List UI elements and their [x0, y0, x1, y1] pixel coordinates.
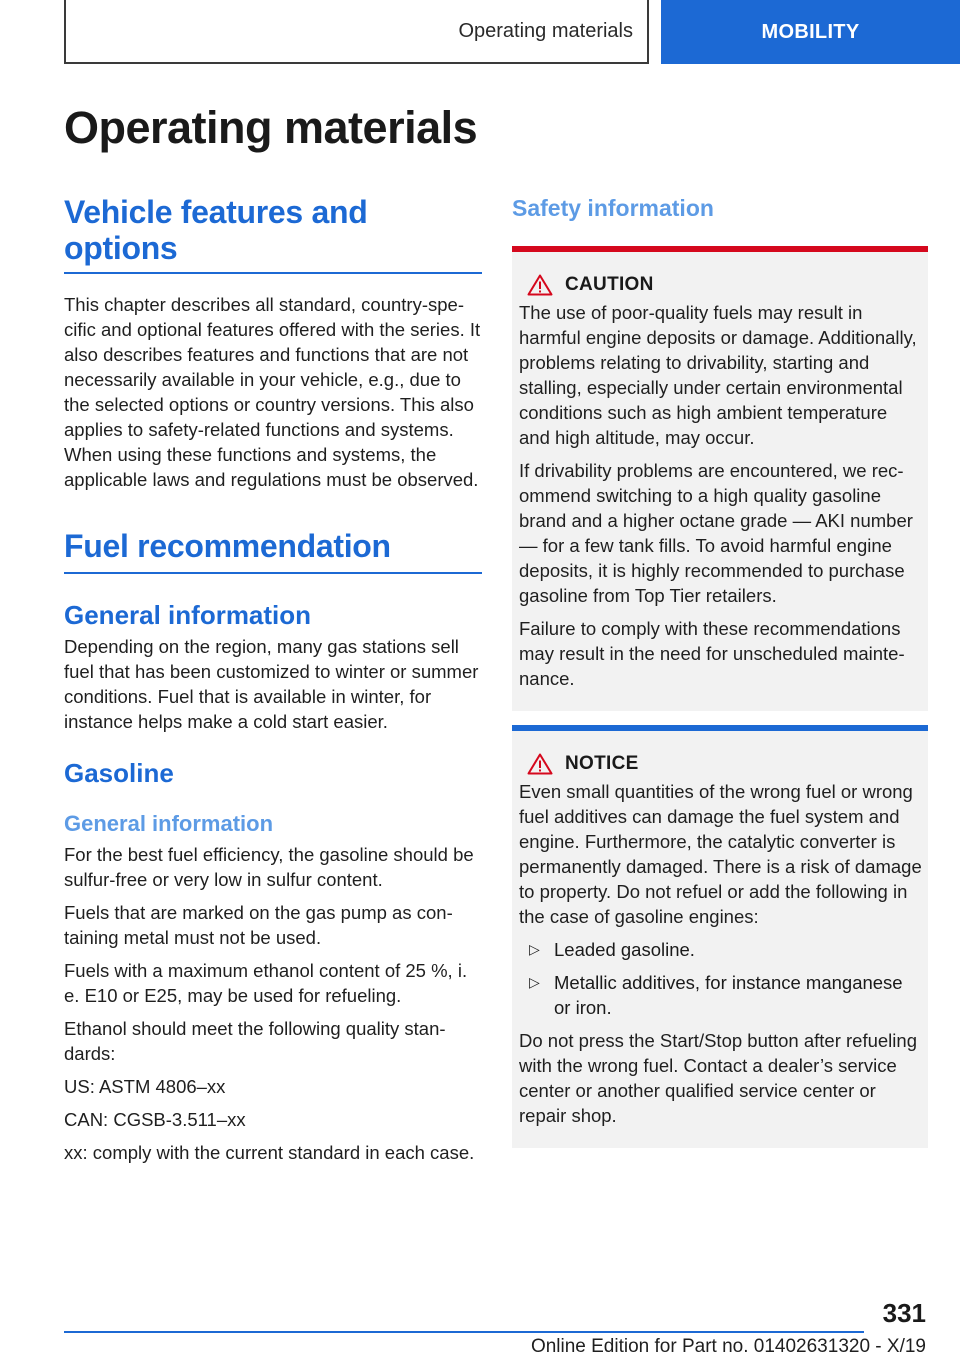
caution-content — [512, 252, 928, 711]
footer-edition: Online Edition for Part no. 01402631320 - X/19 — [530, 1336, 926, 1357]
caution-p3: Failure to comply with these recommendations may result in the need for unscheduled maintenance. — [519, 618, 905, 689]
features-rule — [64, 272, 482, 274]
general-heading: General information — [64, 600, 312, 630]
gasoline-p7: xx: comply with the current standard in each case. — [64, 1142, 475, 1163]
caution-label: CAUTION — [565, 274, 654, 295]
header-section-tab — [64, 0, 649, 64]
notice-bullet — [519, 937, 922, 962]
notice-p2: Do not press the Start/Stop button after refueling with the wrong fuel. Contact a dealer’s service center or another qualified service center or repair shop. — [519, 1030, 917, 1126]
left-column — [64, 192, 482, 1165]
bullet-text: Leaded gasoline. — [554, 939, 695, 960]
features-heading: Vehicle features and options — [64, 194, 368, 266]
safety-heading: Safety information — [512, 195, 714, 221]
warning-triangle-icon — [527, 753, 553, 775]
gasoline-general-heading: General information — [64, 811, 274, 836]
warning-triangle-icon — [527, 274, 553, 296]
notice-p1: Even small quantities of the wrong fuel or wrong fuel additives can damage the fuel system and engine. Furthermore, the catalytic converter is permanently damaged. There is a risk of damage to property. Do not refuel or add the following in the case of gasoline engines: — [519, 781, 922, 927]
general-text: Depending on the region, many gas stations sell fuel that has been customized to winter or summer conditions. Fuel that is available in winter, for instance helps make a cold start easier. — [64, 636, 479, 732]
bullet-text: Metallic additives, for instance manganese or iron. — [554, 972, 903, 1018]
gasoline-p3: Fuels with a maximum ethanol content of 25 %, i. e. E10 or E25, may be used for refueling. — [64, 960, 468, 1006]
page-number: 331 — [882, 1298, 926, 1328]
gasoline-p4: Ethanol should meet the following quality standards: — [64, 1018, 446, 1064]
page-title: Operating materials — [64, 102, 478, 153]
notice-content — [512, 731, 928, 1148]
caution-head — [519, 274, 922, 296]
bullet-marker: ▷ — [529, 941, 540, 957]
notice-label: NOTICE — [565, 753, 639, 774]
fuel-heading: Fuel recommendation — [64, 528, 391, 564]
notice-bullet — [519, 970, 922, 1020]
gasoline-heading: Gasoline — [64, 758, 174, 788]
gasoline-p6: CAN: CGSB-3.511–xx — [64, 1109, 246, 1130]
caution-p1: The use of poor-quality fuels may result in harmful engine deposits or damage. Additionally, problems relating to drivability, starting and stalling, especially under certain environmental conditions such as high ambient temperature and high altitude, may occur. — [519, 302, 917, 448]
footer-rule — [64, 1331, 864, 1333]
header-chapter-tab — [661, 0, 960, 64]
gasoline-p5: US: ASTM 4806–xx — [64, 1076, 226, 1097]
header-chapter-label: MOBILITY — [761, 20, 860, 43]
right-column — [512, 192, 928, 1148]
caution-p2: If drivability problems are encountered, we recommend switching to a high quality gasoline brand and a higher octane grade — AKI number — for a few tank fills. To avoid harmful engine deposits, it is highly recommended to purchase gasoline from Top Tier retailers. — [519, 460, 913, 606]
gasoline-p2: Fuels that are marked on the gas pump as containing metal must not be used. — [64, 902, 453, 948]
notice-box — [512, 725, 928, 1148]
bullet-marker: ▷ — [529, 974, 540, 990]
features-text: This chapter describes all standard, country-specific and optional features offered with the series. It also describes features and functions that are not necessarily available in your vehicle, e.g., due to the selected options or country versions. This also applies to safety-related functions and systems. When using these functions and systems, the applicable laws and regulations must be observed. — [64, 294, 481, 490]
caution-box — [512, 246, 928, 711]
gasoline-p1: For the best fuel efficiency, the gasoline should be sulfur-free or very low in sulfur content. — [64, 844, 474, 890]
fuel-rule — [64, 572, 482, 574]
header-section-label: Operating materials — [458, 19, 633, 42]
notice-head — [519, 753, 922, 775]
